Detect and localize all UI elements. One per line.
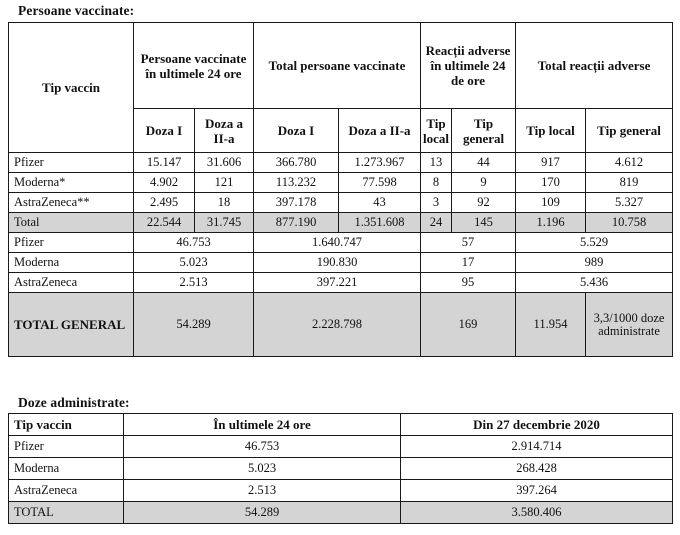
col-header-total-persoane-vaccinate: Total persoane vaccinate xyxy=(254,23,421,109)
row-label-total: TOTAL xyxy=(9,502,124,524)
cell-react-local-24h: 8 xyxy=(421,173,452,193)
cell-ultimele-24: 5.023 xyxy=(124,458,401,480)
cell-doza2-total: 1.273.967 xyxy=(339,153,421,173)
cell-react-general-total: 5.327 xyxy=(586,193,673,213)
table-row-total xyxy=(9,213,673,233)
table-header-row xyxy=(9,414,673,436)
cell-total-doza1-total: 877.190 xyxy=(254,213,339,233)
row-label-astrazeneca-summary: AstraZeneca xyxy=(9,273,134,293)
cell-summary-total-vaccinate: 397.221 xyxy=(254,273,421,293)
cell-total-react-general-total: 10.758 xyxy=(586,213,673,233)
cell-total-general-vaccinate-24h: 54.289 xyxy=(134,293,254,357)
cell-react-local-24h: 13 xyxy=(421,153,452,173)
cell-ultimele-24: 46.753 xyxy=(124,436,401,458)
cell-react-local-total: 109 xyxy=(516,193,586,213)
cell-ultimele-24: 2.513 xyxy=(124,480,401,502)
col-header-tip-local-total: Tip local xyxy=(516,109,586,153)
cell-doza1-total: 366.780 xyxy=(254,153,339,173)
cell-summary-total-reactii: 5.529 xyxy=(516,233,673,253)
table-row xyxy=(9,193,673,213)
cell-react-general-total: 4.612 xyxy=(586,153,673,173)
row-label-moderna: Moderna xyxy=(9,458,124,480)
section-title-doze-administrate: Doze administrate: xyxy=(18,395,130,410)
cell-total-react-local-24h: 24 xyxy=(421,213,452,233)
cell-total-react-general-24h: 145 xyxy=(452,213,516,233)
cell-total-general-rate: 3,3/1000 doze administrate xyxy=(586,293,673,357)
col-header-ultimele-24-ore: În ultimele 24 ore xyxy=(124,414,401,436)
cell-total-general-reactii-24h: 169 xyxy=(421,293,516,357)
cell-total-general-total-vaccinate: 2.228.798 xyxy=(254,293,421,357)
row-label-moderna: Moderna* xyxy=(9,173,134,193)
cell-react-general-24h: 9 xyxy=(452,173,516,193)
table-row xyxy=(9,173,673,193)
cell-summary-reactii-24h: 57 xyxy=(421,233,516,253)
table-row-total-general xyxy=(9,293,673,357)
cell-summary-reactii-24h: 95 xyxy=(421,273,516,293)
table-row xyxy=(9,153,673,173)
cell-react-local-24h: 3 xyxy=(421,193,452,213)
cell-doza2-total: 77.598 xyxy=(339,173,421,193)
cell-summary-total-reactii: 989 xyxy=(516,253,673,273)
cell-doza1-total: 113.232 xyxy=(254,173,339,193)
cell-summary-total-reactii: 5.436 xyxy=(516,273,673,293)
cell-total-ultimele-24: 54.289 xyxy=(124,502,401,524)
cell-doza1-24h: 15.147 xyxy=(134,153,195,173)
col-header-persoane-vaccinate-24h: Persoane vaccinate în ultimele 24 ore xyxy=(134,23,254,109)
cell-summary-vaccinate-24h: 46.753 xyxy=(134,233,254,253)
cell-doza2-24h: 31.606 xyxy=(195,153,254,173)
row-label-moderna-summary: Moderna xyxy=(9,253,134,273)
col-header-tip-general-24h: Tip general xyxy=(452,109,516,153)
table-row-summary xyxy=(9,253,673,273)
cell-doza1-24h: 2.495 xyxy=(134,193,195,213)
section-title-persoane-vaccinate: Persoane vaccinate: xyxy=(18,3,135,18)
cell-doza2-total: 43 xyxy=(339,193,421,213)
cell-summary-vaccinate-24h: 5.023 xyxy=(134,253,254,273)
cell-total-doza2-24h: 31.745 xyxy=(195,213,254,233)
cell-summary-vaccinate-24h: 2.513 xyxy=(134,273,254,293)
row-label-total: Total xyxy=(9,213,134,233)
col-header-doza-2-total: Doza a II-a xyxy=(339,109,421,153)
table-row-summary xyxy=(9,233,673,253)
col-header-tip-general-total: Tip general xyxy=(586,109,673,153)
table-header-row-main xyxy=(9,23,673,109)
cell-total-doza1-24h: 22.544 xyxy=(134,213,195,233)
cell-din-data: 2.914.714 xyxy=(401,436,673,458)
col-header-tip-local-24h: Tip local xyxy=(421,109,452,153)
col-header-tip-vaccin: Tip vaccin xyxy=(9,23,134,153)
cell-summary-reactii-24h: 17 xyxy=(421,253,516,273)
col-header-doza-2-24h: Doza a II-a xyxy=(195,109,254,153)
cell-react-general-total: 819 xyxy=(586,173,673,193)
row-label-total-general: TOTAL GENERAL xyxy=(9,293,134,357)
cell-total-din-data: 3.580.406 xyxy=(401,502,673,524)
table-row-summary xyxy=(9,273,673,293)
table-row xyxy=(9,458,673,480)
cell-total-doza2-total: 1.351.608 xyxy=(339,213,421,233)
row-label-pfizer-summary: Pfizer xyxy=(9,233,134,253)
col-header-total-reactii-adverse: Total reacții adverse xyxy=(516,23,673,109)
col-header-doza-1-24h: Doza I xyxy=(134,109,195,153)
table-doze-administrate xyxy=(8,413,673,524)
cell-react-local-total: 170 xyxy=(516,173,586,193)
table-row xyxy=(9,480,673,502)
table-row xyxy=(9,436,673,458)
row-label-pfizer: Pfizer xyxy=(9,436,124,458)
cell-din-data: 397.264 xyxy=(401,480,673,502)
cell-react-general-24h: 92 xyxy=(452,193,516,213)
cell-total-react-local-total: 1.196 xyxy=(516,213,586,233)
cell-total-general-reactii-local-total: 11.954 xyxy=(516,293,586,357)
row-label-pfizer: Pfizer xyxy=(9,153,134,173)
col-header-din-27-decembrie-2020: Din 27 decembrie 2020 xyxy=(401,414,673,436)
cell-react-general-24h: 44 xyxy=(452,153,516,173)
cell-doza1-24h: 4.902 xyxy=(134,173,195,193)
col-header-reactii-adverse-24h: Reacții adverse în ultimele 24 de ore xyxy=(421,23,516,109)
cell-doza2-24h: 18 xyxy=(195,193,254,213)
col-header-tip-vaccin: Tip vaccin xyxy=(9,414,124,436)
cell-doza2-24h: 121 xyxy=(195,173,254,193)
row-label-astrazeneca: AstraZeneca xyxy=(9,480,124,502)
cell-react-local-total: 917 xyxy=(516,153,586,173)
cell-din-data: 268.428 xyxy=(401,458,673,480)
table-row-total xyxy=(9,502,673,524)
table-persoane-vaccinate xyxy=(8,22,673,357)
cell-summary-total-vaccinate: 1.640.747 xyxy=(254,233,421,253)
cell-summary-total-vaccinate: 190.830 xyxy=(254,253,421,273)
row-label-astrazeneca: AstraZeneca** xyxy=(9,193,134,213)
cell-doza1-total: 397.178 xyxy=(254,193,339,213)
col-header-doza-1-total: Doza I xyxy=(254,109,339,153)
